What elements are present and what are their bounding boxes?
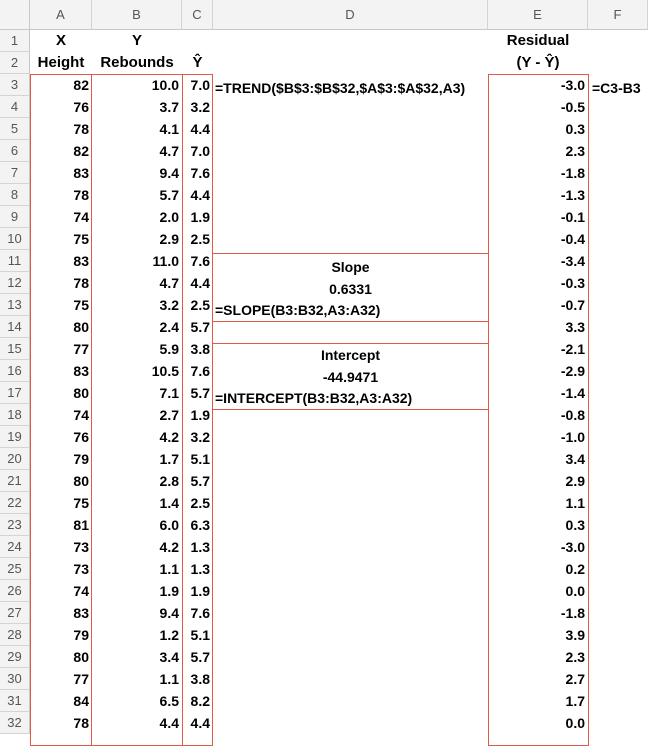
column-header-d[interactable]: D bbox=[213, 0, 488, 30]
residual-cell[interactable]: 3.9 bbox=[565, 627, 585, 643]
row-header-7[interactable]: 7 bbox=[0, 162, 30, 184]
row-header-6[interactable]: 6 bbox=[0, 140, 30, 162]
height-cell[interactable]: 74 bbox=[73, 583, 89, 599]
height-cell[interactable]: 74 bbox=[73, 209, 89, 225]
residual-cell[interactable]: -0.4 bbox=[560, 231, 585, 247]
yhat-cell[interactable]: 5.7 bbox=[190, 473, 210, 489]
residual-cell[interactable]: -0.3 bbox=[560, 275, 585, 291]
rebounds-cell[interactable]: 1.1 bbox=[159, 671, 179, 687]
height-cell[interactable]: 83 bbox=[73, 253, 89, 269]
yhat-cell[interactable]: 4.4 bbox=[190, 715, 210, 731]
residual-cell[interactable]: -3.0 bbox=[560, 77, 585, 93]
residual-cell[interactable]: 1.7 bbox=[565, 693, 585, 709]
yhat-cell[interactable]: 3.8 bbox=[190, 341, 210, 357]
residual-cell[interactable]: 2.7 bbox=[565, 671, 585, 687]
rebounds-cell[interactable]: 2.7 bbox=[159, 407, 179, 423]
yhat-cell[interactable]: 7.6 bbox=[190, 363, 210, 379]
height-cell[interactable]: 75 bbox=[73, 231, 89, 247]
rebounds-cell[interactable]: 2.0 bbox=[159, 209, 179, 225]
height-cell[interactable]: 78 bbox=[73, 715, 89, 731]
height-cell[interactable]: 80 bbox=[73, 473, 89, 489]
residual-cell[interactable]: 0.3 bbox=[565, 121, 585, 137]
rebounds-cell[interactable]: 4.2 bbox=[159, 429, 179, 445]
rebounds-cell[interactable]: 2.9 bbox=[159, 231, 179, 247]
yhat-cell[interactable]: 2.5 bbox=[190, 297, 210, 313]
table-row bbox=[30, 184, 648, 206]
residual-cell[interactable]: -1.4 bbox=[560, 385, 585, 401]
height-cell[interactable]: 75 bbox=[73, 297, 89, 313]
height-cell[interactable]: 76 bbox=[73, 429, 89, 445]
row-header-19[interactable]: 19 bbox=[0, 426, 30, 448]
row-header-13[interactable]: 13 bbox=[0, 294, 30, 316]
yhat-cell[interactable]: 2.5 bbox=[190, 231, 210, 247]
rebounds-cell[interactable]: 10.5 bbox=[151, 363, 179, 379]
height-cell[interactable]: 80 bbox=[73, 385, 89, 401]
row-header-2[interactable]: 2 bbox=[0, 52, 30, 74]
slope-value-cell[interactable]: 0.6331 bbox=[329, 281, 372, 297]
yhat-cell[interactable]: 5.1 bbox=[190, 451, 210, 467]
rebounds-label-cell[interactable]: Rebounds bbox=[100, 54, 174, 71]
table-row bbox=[30, 206, 648, 228]
residual-cell[interactable]: 2.9 bbox=[565, 473, 585, 489]
column-header-f[interactable]: F bbox=[588, 0, 648, 30]
row-header-25[interactable]: 25 bbox=[0, 558, 30, 580]
rebounds-cell[interactable]: 1.9 bbox=[159, 583, 179, 599]
table-row bbox=[30, 624, 648, 646]
yhat-cell[interactable]: 7.6 bbox=[190, 165, 210, 181]
yhat-cell[interactable]: 2.5 bbox=[190, 495, 210, 511]
row-header-3[interactable]: 3 bbox=[0, 74, 30, 96]
residual-cell[interactable]: -3.0 bbox=[560, 539, 585, 555]
residual-cell[interactable]: -1.8 bbox=[560, 605, 585, 621]
rebounds-cell[interactable]: 5.9 bbox=[159, 341, 179, 357]
yhat-cell[interactable]: 6.3 bbox=[190, 517, 210, 533]
row-header-20[interactable]: 20 bbox=[0, 448, 30, 470]
rebounds-cell[interactable]: 11.0 bbox=[152, 253, 179, 269]
yhat-cell[interactable]: 1.9 bbox=[190, 407, 210, 423]
table-row bbox=[30, 690, 648, 712]
column-header-c[interactable]: C bbox=[182, 0, 213, 30]
yhat-cell[interactable]: 1.9 bbox=[190, 583, 210, 599]
x-label-cell[interactable]: X bbox=[55, 32, 66, 49]
residual-cell[interactable]: -1.8 bbox=[560, 165, 585, 181]
table-row bbox=[30, 140, 648, 162]
residual-cell[interactable]: 0.3 bbox=[565, 517, 585, 533]
height-cell[interactable]: 80 bbox=[73, 319, 89, 335]
residual-label-cell[interactable]: Residual bbox=[506, 32, 570, 49]
residual-cell[interactable]: 3.4 bbox=[565, 451, 585, 467]
height-cell[interactable]: 79 bbox=[73, 627, 89, 643]
table-row bbox=[30, 448, 648, 470]
row-header-24[interactable]: 24 bbox=[0, 536, 30, 558]
rebounds-cell[interactable]: 1.1 bbox=[159, 561, 179, 577]
column-header-a[interactable]: A bbox=[30, 0, 92, 30]
yhat-cell[interactable]: 5.7 bbox=[190, 649, 210, 665]
rebounds-cell[interactable]: 4.1 bbox=[159, 121, 179, 137]
yhat-cell[interactable]: 7.6 bbox=[190, 605, 210, 621]
row-header-9[interactable]: 9 bbox=[0, 206, 30, 228]
rebounds-cell[interactable]: 2.8 bbox=[159, 473, 179, 489]
y-label-cell[interactable]: Y bbox=[131, 32, 142, 49]
row-header-26[interactable]: 26 bbox=[0, 580, 30, 602]
rebounds-cell[interactable]: 6.0 bbox=[159, 517, 179, 533]
row-header-17[interactable]: 17 bbox=[0, 382, 30, 404]
yhat-cell[interactable]: 1.9 bbox=[190, 209, 210, 225]
height-cell[interactable]: 77 bbox=[73, 671, 89, 687]
residual-cell[interactable]: 2.3 bbox=[565, 649, 585, 665]
height-cell[interactable]: 80 bbox=[73, 649, 89, 665]
rebounds-cell[interactable]: 9.4 bbox=[159, 165, 179, 181]
column-header-e[interactable]: E bbox=[488, 0, 588, 30]
row-header-1[interactable]: 1 bbox=[0, 30, 30, 52]
height-cell[interactable]: 73 bbox=[73, 539, 89, 555]
rebounds-cell[interactable]: 1.4 bbox=[159, 495, 179, 511]
yhat-cell[interactable]: 7.0 bbox=[190, 143, 210, 159]
table-row bbox=[30, 492, 648, 514]
yhat-cell[interactable]: 3.2 bbox=[190, 429, 210, 445]
rebounds-cell[interactable]: 2.4 bbox=[159, 319, 179, 335]
yhat-cell[interactable]: 4.4 bbox=[190, 121, 210, 137]
rebounds-cell[interactable]: 4.7 bbox=[159, 275, 179, 291]
slope-label-cell[interactable]: Slope bbox=[331, 259, 370, 275]
trend-formula-text: =TREND($B$3:$B$32,$A$3:$A$32,A3) bbox=[215, 80, 466, 96]
height-cell[interactable]: 83 bbox=[73, 605, 89, 621]
row-header-31[interactable]: 31 bbox=[0, 690, 30, 712]
select-all-corner[interactable] bbox=[0, 0, 30, 30]
row-header-11[interactable]: 11 bbox=[0, 250, 30, 272]
row-header-21[interactable]: 21 bbox=[0, 470, 30, 492]
height-cell[interactable]: 82 bbox=[73, 143, 89, 159]
residual-cell[interactable]: -3.4 bbox=[560, 253, 585, 269]
table-row bbox=[30, 118, 648, 140]
rebounds-cell[interactable]: 6.5 bbox=[159, 693, 179, 709]
rebounds-cell[interactable]: 7.1 bbox=[159, 385, 179, 401]
table-row bbox=[30, 96, 648, 118]
slope-formula-text: =SLOPE(B3:B32,A3:A32) bbox=[215, 302, 381, 318]
height-cell[interactable]: 79 bbox=[73, 451, 89, 467]
table-row bbox=[30, 162, 648, 184]
rebounds-cell[interactable]: 10.0 bbox=[151, 77, 179, 93]
height-cell[interactable]: 74 bbox=[73, 407, 89, 423]
height-cell[interactable]: 77 bbox=[73, 341, 89, 357]
residual-cell[interactable]: 3.3 bbox=[565, 319, 585, 335]
yhat-cell[interactable]: 8.2 bbox=[190, 693, 210, 709]
table-row bbox=[30, 228, 648, 250]
intercept-value-cell[interactable]: -44.9471 bbox=[322, 369, 379, 385]
row-header-15[interactable]: 15 bbox=[0, 338, 30, 360]
residual-cell[interactable]: 2.3 bbox=[565, 143, 585, 159]
yhat-cell[interactable]: 3.2 bbox=[190, 99, 210, 115]
residual-cell[interactable]: -0.5 bbox=[560, 99, 585, 115]
rebounds-cell[interactable]: 5.7 bbox=[159, 187, 179, 203]
height-cell[interactable]: 78 bbox=[73, 275, 89, 291]
height-label-cell[interactable]: Height bbox=[37, 54, 85, 71]
column-header-b[interactable]: B bbox=[92, 0, 182, 30]
row-header-32[interactable]: 32 bbox=[0, 712, 30, 734]
rebounds-cell[interactable]: 4.2 bbox=[159, 539, 179, 555]
yhat-cell[interactable]: 5.7 bbox=[190, 385, 210, 401]
height-cell[interactable]: 83 bbox=[73, 165, 89, 181]
yhat-cell[interactable]: 4.4 bbox=[190, 275, 210, 291]
height-cell[interactable]: 73 bbox=[73, 561, 89, 577]
rebounds-cell[interactable]: 3.2 bbox=[159, 297, 179, 313]
row-header-30[interactable]: 30 bbox=[0, 668, 30, 690]
intercept-formula-text: =INTERCEPT(B3:B32,A3:A32) bbox=[215, 390, 413, 406]
residual-cell[interactable]: -0.8 bbox=[560, 407, 585, 423]
table-row bbox=[30, 712, 648, 734]
row-header-4[interactable]: 4 bbox=[0, 96, 30, 118]
row-header-23[interactable]: 23 bbox=[0, 514, 30, 536]
table-row bbox=[30, 536, 648, 558]
table-row bbox=[30, 426, 648, 448]
rebounds-cell[interactable]: 4.4 bbox=[159, 715, 179, 731]
yhat-cell[interactable]: 7.6 bbox=[190, 253, 210, 269]
table-row bbox=[30, 646, 648, 668]
row-header-8[interactable]: 8 bbox=[0, 184, 30, 206]
row-header-18[interactable]: 18 bbox=[0, 404, 30, 426]
rebounds-cell[interactable]: 1.7 bbox=[159, 451, 179, 467]
row-header-28[interactable]: 28 bbox=[0, 624, 30, 646]
residual-cell[interactable]: -1.3 bbox=[560, 187, 585, 203]
height-cell[interactable]: 83 bbox=[73, 363, 89, 379]
residual-formula-text: =C3-B3 bbox=[592, 80, 641, 96]
intercept-label-cell[interactable]: Intercept bbox=[320, 347, 381, 363]
residual-formula-label-cell[interactable]: (Y - Ŷ) bbox=[516, 54, 560, 71]
row-header-14[interactable]: 14 bbox=[0, 316, 30, 338]
rebounds-cell[interactable]: 3.7 bbox=[159, 99, 179, 115]
height-cell[interactable]: 84 bbox=[73, 693, 89, 709]
row-header-29[interactable]: 29 bbox=[0, 646, 30, 668]
height-cell[interactable]: 81 bbox=[73, 517, 89, 533]
row-header-22[interactable]: 22 bbox=[0, 492, 30, 514]
row-header-12[interactable]: 12 bbox=[0, 272, 30, 294]
row-header-5[interactable]: 5 bbox=[0, 118, 30, 140]
rebounds-cell[interactable]: 4.7 bbox=[159, 143, 179, 159]
residual-cell[interactable]: -2.9 bbox=[560, 363, 585, 379]
residual-cell[interactable]: 0.0 bbox=[565, 583, 585, 599]
table-row bbox=[30, 514, 648, 536]
residual-cell[interactable]: 0.0 bbox=[565, 715, 585, 731]
row-header-16[interactable]: 16 bbox=[0, 360, 30, 382]
row-header-10[interactable]: 10 bbox=[0, 228, 30, 250]
residual-cell[interactable]: 0.2 bbox=[565, 561, 585, 577]
sheet-row-1 bbox=[30, 30, 648, 52]
height-cell[interactable]: 78 bbox=[73, 121, 89, 137]
yhat-cell[interactable]: 1.3 bbox=[190, 539, 210, 555]
table-row bbox=[30, 470, 648, 492]
rebounds-cell[interactable]: 3.4 bbox=[159, 649, 179, 665]
residual-cell[interactable]: -0.1 bbox=[560, 209, 585, 225]
table-row bbox=[30, 558, 648, 580]
table-row bbox=[30, 668, 648, 690]
yhat-cell[interactable]: 7.0 bbox=[190, 77, 210, 93]
height-cell[interactable]: 75 bbox=[73, 495, 89, 511]
yhat-cell[interactable]: 5.7 bbox=[190, 319, 210, 335]
yhat-cell[interactable]: 4.4 bbox=[190, 187, 210, 203]
yhat-cell[interactable]: 1.3 bbox=[190, 561, 210, 577]
yhat-cell[interactable]: 3.8 bbox=[190, 671, 210, 687]
row-header-27[interactable]: 27 bbox=[0, 602, 30, 624]
height-cell[interactable]: 76 bbox=[73, 99, 89, 115]
table-row bbox=[30, 580, 648, 602]
height-cell[interactable]: 78 bbox=[73, 187, 89, 203]
rebounds-cell[interactable]: 9.4 bbox=[159, 605, 179, 621]
residual-cell[interactable]: 1.1 bbox=[565, 495, 585, 511]
residual-cell[interactable]: -2.1 bbox=[560, 341, 585, 357]
yhat-label-cell[interactable]: Ŷ bbox=[192, 54, 203, 71]
residual-cell[interactable]: -1.0 bbox=[560, 429, 585, 445]
table-row bbox=[30, 602, 648, 624]
residual-cell[interactable]: -0.7 bbox=[560, 297, 585, 313]
sheet-row-2 bbox=[30, 52, 648, 74]
yhat-cell[interactable]: 5.1 bbox=[190, 627, 210, 643]
rebounds-cell[interactable]: 1.2 bbox=[159, 627, 179, 643]
height-cell[interactable]: 82 bbox=[73, 77, 89, 93]
